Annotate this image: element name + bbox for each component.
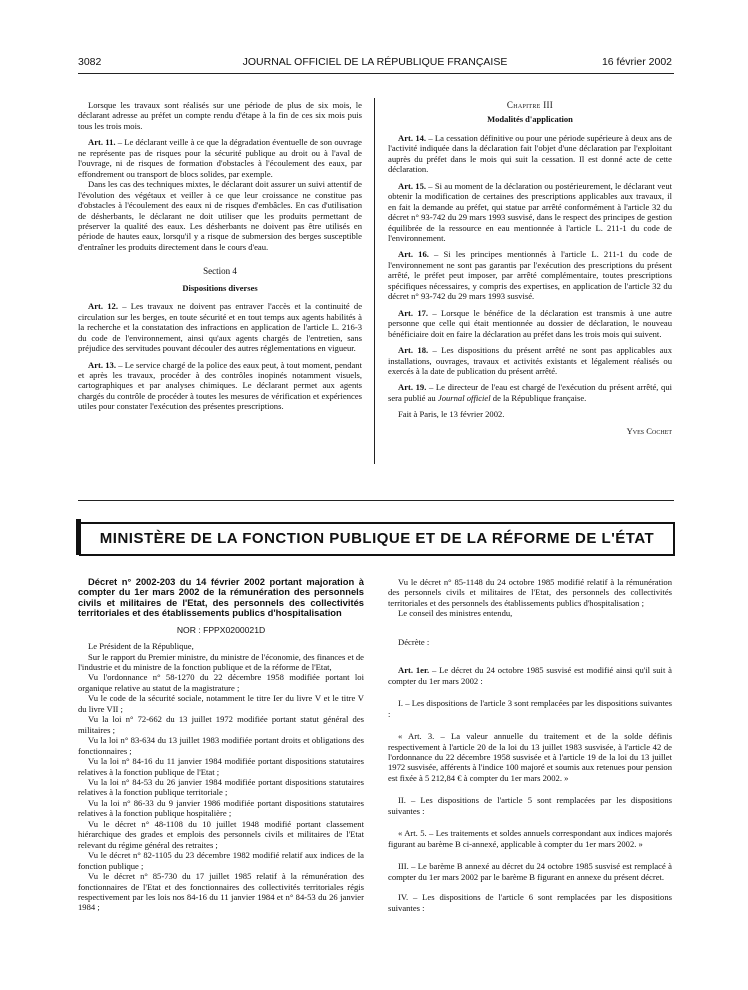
upper-right-column xyxy=(388,100,672,442)
visa: Vu le décret n° 48-1108 du 10 juillet 1948 modifié portant classement hiérarchique des grades et emplois des personnels civils et militaires de l'Etat relevant du régime général des retraites ; xyxy=(78,818,364,850)
chapter-subtitle: Modalités d'application xyxy=(487,114,573,125)
section-rule xyxy=(78,500,674,501)
article-text: – La cessation définitive ou pour une période supérieure à deux ans de l'activité indiquée dans la déclaration fait l'objet d'une déclaration par l'exploitant auprès du préfet dans le mois qui suit la cessation. Il est donné acte de cette déclaration. xyxy=(388,132,672,175)
quote-article-3: « Art. 3. – La valeur annuelle du traitement et de la solde définis respectivement à l'article 20 de la loi du 13 juillet 1983 susvisée, à l'article 42 de l'ordonnance du 22 décembre 1958 susvisée et à l'article 19 de la loi du 13 juillet 1972 susvisée, afférents à l'indice 100 majoré et soumis aux retenues pour pension est fixée à 5 212,84 € à compter du 1er mars 2002. » xyxy=(388,731,672,783)
visa: Vu la loi n° 84-16 du 11 janvier 1984 modifiée portant dispositions statutaires relatives à la fonction publique de l'Etat ; xyxy=(78,756,364,777)
article-text: – Le déclarant veille à ce que la dégradation éventuelle de son ouvrage ne représente pas de risques pour la sécurité publique au droit ou à l'aval de l'ouvrage, ni de risques de formation d'obstacles à l'écoulement des eaux, par effondrement ou transport de blocs solides, par exemple. xyxy=(78,137,362,179)
item-i: I. – Les dispositions de l'article 3 sont remplacées par les dispositions suivantes : xyxy=(388,698,672,719)
article-text: – Si les principes mentionnés à l'article L. 211-1 du code de l'environnement ne sont pas garantis par l'exécution des prescriptions du présent arrêté, le préfet peut imposer, par arrêté complémentaire, toutes prescriptions spécifiques nécessaires, y compris des expertises, en application de l'article 32 du décret n° 93-742 du 29 mars 1993 susvisé. xyxy=(388,249,673,302)
chapter-title: Chapitre III xyxy=(506,100,554,110)
article-14 xyxy=(388,133,672,175)
lower-right-column xyxy=(388,577,672,913)
article-text: de la République française. xyxy=(490,392,587,403)
visa: Vu la loi n° 84-53 du 26 janvier 1984 modifiée portant dispositions statutaires relatives à la fonction publique territoriale ; xyxy=(78,776,364,798)
visa: Vu le décret n° 85-1148 du 24 octobre 1985 modifié relatif à la rémunération des personnels civils et militaires de l'Etat, des personnels des collectivités territoriales et des personnels des établissements publics d'hospitalisation ; xyxy=(388,577,672,608)
column-divider xyxy=(374,98,375,464)
visa: Sur le rapport du Premier ministre, du ministre de l'économie, des finances et de l'industrie et du ministre de la fonction publique et de la réforme de l'Etat, xyxy=(78,651,364,672)
issue-date: 16 février 2002 xyxy=(601,56,672,68)
article-text: – Le décret du 24 octobre 1985 susvisé est modifié ainsi qu'il suit à compter du 1er mars 2002 : xyxy=(388,665,672,686)
visa: Vu le décret n° 82-1105 du 23 décembre 1982 modifié relatif aux indices de la fonction publique ; xyxy=(78,850,364,871)
article-12 xyxy=(78,301,362,353)
article-text: – Le directeur de l'eau est chargé de l'exécution du présent arrêté, qui sera publié au xyxy=(388,382,673,403)
journal-title: JOURNAL OFFICIEL DE LA RÉPUBLIQUE FRANÇAISE xyxy=(242,56,508,68)
page-header xyxy=(78,56,672,70)
header-rule xyxy=(78,73,674,74)
article-label: Art. 15. xyxy=(398,180,427,191)
article-1 xyxy=(388,665,672,686)
visa: Vu l'ordonnance n° 58-1270 du 22 décembre 1958 modifiée portant loi organique relative au statut de la magistrature ; xyxy=(78,672,364,693)
quote-article-5: « Art. 5. – Les traitements et soldes annuels correspondant aux indices majorés figurant au barème B ci-annexé, applicable à compter du 1er mars 2002. » xyxy=(388,828,672,849)
article-label: Art. 19. xyxy=(398,382,427,393)
signature: Yves Cochet xyxy=(626,425,672,436)
article-17 xyxy=(388,308,672,339)
section-subtitle: Dispositions diverses xyxy=(182,282,258,293)
article-label: Art. 11. xyxy=(88,137,116,148)
item-iv: IV. – Les dispositions de l'article 6 sont remplacées par les dispositions suivantes : xyxy=(388,892,672,913)
article-text: – Le service chargé de la police des eaux peut, à tout moment, pendant et après les travaux, procéder à des contrôles inopinés notamment visuels, cartographiques et par analyses chimiques. Le déclarant permet aux agents chargés du contrôle de procéder à toutes les mesures de vérification et expériences utiles pour constater l'exécution des présentes prescriptions. xyxy=(78,359,362,412)
article-18 xyxy=(388,345,672,376)
article-text: – Les dispositions du présent arrêté ne sont pas applicables aux installations, ouvrages, travaux et activités existants et légalement réalisés ou exercés à la date de publication du présent arrêté. xyxy=(388,345,673,376)
article-text: – Lorsque le bénéfice de la déclaration est transmis à une autre personne que celle qui était mentionnée au dossier de déclaration, le nouveau bénéficiaire doit en faire la déclaration au préfet dans les trois mois qui suivent. xyxy=(388,307,673,339)
article-label: Art. 16. xyxy=(398,249,429,260)
visa: Vu la loi n° 83-634 du 13 juillet 1983 modifiée portant droits et obligations des fonctionnaires ; xyxy=(78,735,364,756)
journal-name: Journal officiel xyxy=(437,392,491,403)
article-15 xyxy=(388,181,672,244)
nor-reference: NOR : FPPX0200021D xyxy=(176,624,266,635)
article-19 xyxy=(388,382,672,403)
article-label: Art. 18. xyxy=(398,345,429,356)
visa: Vu la loi n° 86-33 du 9 janvier 1986 modifiée portant dispositions statutaires relatives à la fonction publique hospitalière ; xyxy=(78,797,364,819)
visa: Vu le décret n° 85-730 du 17 juillet 1985 relatif à la rémunération des fonctionnaires de l'Etat et des fonctionnaires des collectivités territoriales régis respectivement par les lois nos 84-16 du 11 janvier 1984 et n° 84-53 du 26 janvier 1984 ; xyxy=(78,871,364,913)
visa: Vu le code de la sécurité sociale, notamment le titre Ier du livre V et le titre V du livre VII ; xyxy=(78,693,364,714)
paragraph: Lorsque les travaux sont réalisés sur une période de plus de six mois, le déclarant adresse au préfet un compte rendu d'étape à la fin de ces six mois puis tous les trois mois. xyxy=(78,100,362,131)
done-at: Fait à Paris, le 13 février 2002. xyxy=(398,409,505,420)
article-text: – Les travaux ne doivent pas entraver l'accès et la continuité de circulation sur les berges, en toute sécurité et en tout temps aux agents habilités à la recherche et la constatation des infractions en application de l'article L. 216-3 du code de l'environnement, ainsi qu'aux agents chargés de l'entretien, sans préjudice des servitudes pouvant découler des autres réglementations en vigueur. xyxy=(78,301,363,354)
article-label: Art. 17. xyxy=(398,307,429,318)
president: Le Président de la République, xyxy=(88,641,194,652)
article-16 xyxy=(388,249,672,301)
article-label: Art. 14. xyxy=(398,132,427,143)
article-label: Art. 13. xyxy=(88,359,116,370)
item-iii: III. – Le barème B annexé au décret du 24 octobre 1985 susvisé est remplacé à compter du 1er mars 2002 par le barème B figurant en annexe du présent décret. xyxy=(388,861,672,882)
article-13 xyxy=(78,360,362,412)
council-heard: Le conseil des ministres entendu, xyxy=(398,608,513,619)
decrete: Décrète : xyxy=(398,636,430,647)
item-ii: II. – Les dispositions de l'article 5 sont remplacées par les dispositions suivantes : xyxy=(388,795,672,816)
article-text: – Si au moment de la déclaration ou postérieurement, le déclarant veut obtenir la modification de certaines des prescriptions applicables aux travaux, il en fait la demande au préfet, qui statue par arrêté conformément à l'article 32 du décret n° 93-742 du 29 mars 1993 susvisé, dans le respect des principes de gestion équilibrée de la ressource en eau mentionnée à l'article L. 211-1 du code de l'environnement. xyxy=(388,180,672,243)
ministry-banner: MINISTÈRE DE LA FONCTION PUBLIQUE ET DE LA RÉFORME DE L'ÉTAT xyxy=(79,522,675,556)
section-title: Section 4 xyxy=(203,266,237,277)
decree-title: Décret n° 2002-203 du 14 février 2002 portant majoration à compter du 1er mars 2002 de la rémunération des personnels civils et militaires de l'Etat, des personnels des collectivités territoriales et des établissements publics d'hospitalisation xyxy=(78,576,364,619)
article-label: Art. 1er. xyxy=(398,665,430,676)
page-number: 3082 xyxy=(78,56,102,68)
article-11 xyxy=(78,137,362,179)
article-label: Art. 12. xyxy=(88,301,118,312)
lower-left-column xyxy=(78,577,364,913)
visa: Vu la loi n° 72-662 du 13 juillet 1972 modifiée portant statut général des militaires ; xyxy=(78,714,364,735)
upper-left-column xyxy=(78,100,362,418)
paragraph: Dans les cas des techniques mixtes, le déclarant doit assurer un suivi attentif de l'évolution des végétaux et veiller à ce que leur croissance ne constitue pas d'obstacles à l'écoulement des eaux ni de risques d'embâcles. En cas d'utilisation de désherbants, le déclarant ne doit utiliser que les produits permettant de préserver la qualité des eaux. Les désherbants ne doivent pas être utilisés en période de hautes eaux, lorsqu'il y a risque de submersion des berges susceptible d'entraîner les produits directement dans le cours d'eau. xyxy=(78,179,362,252)
